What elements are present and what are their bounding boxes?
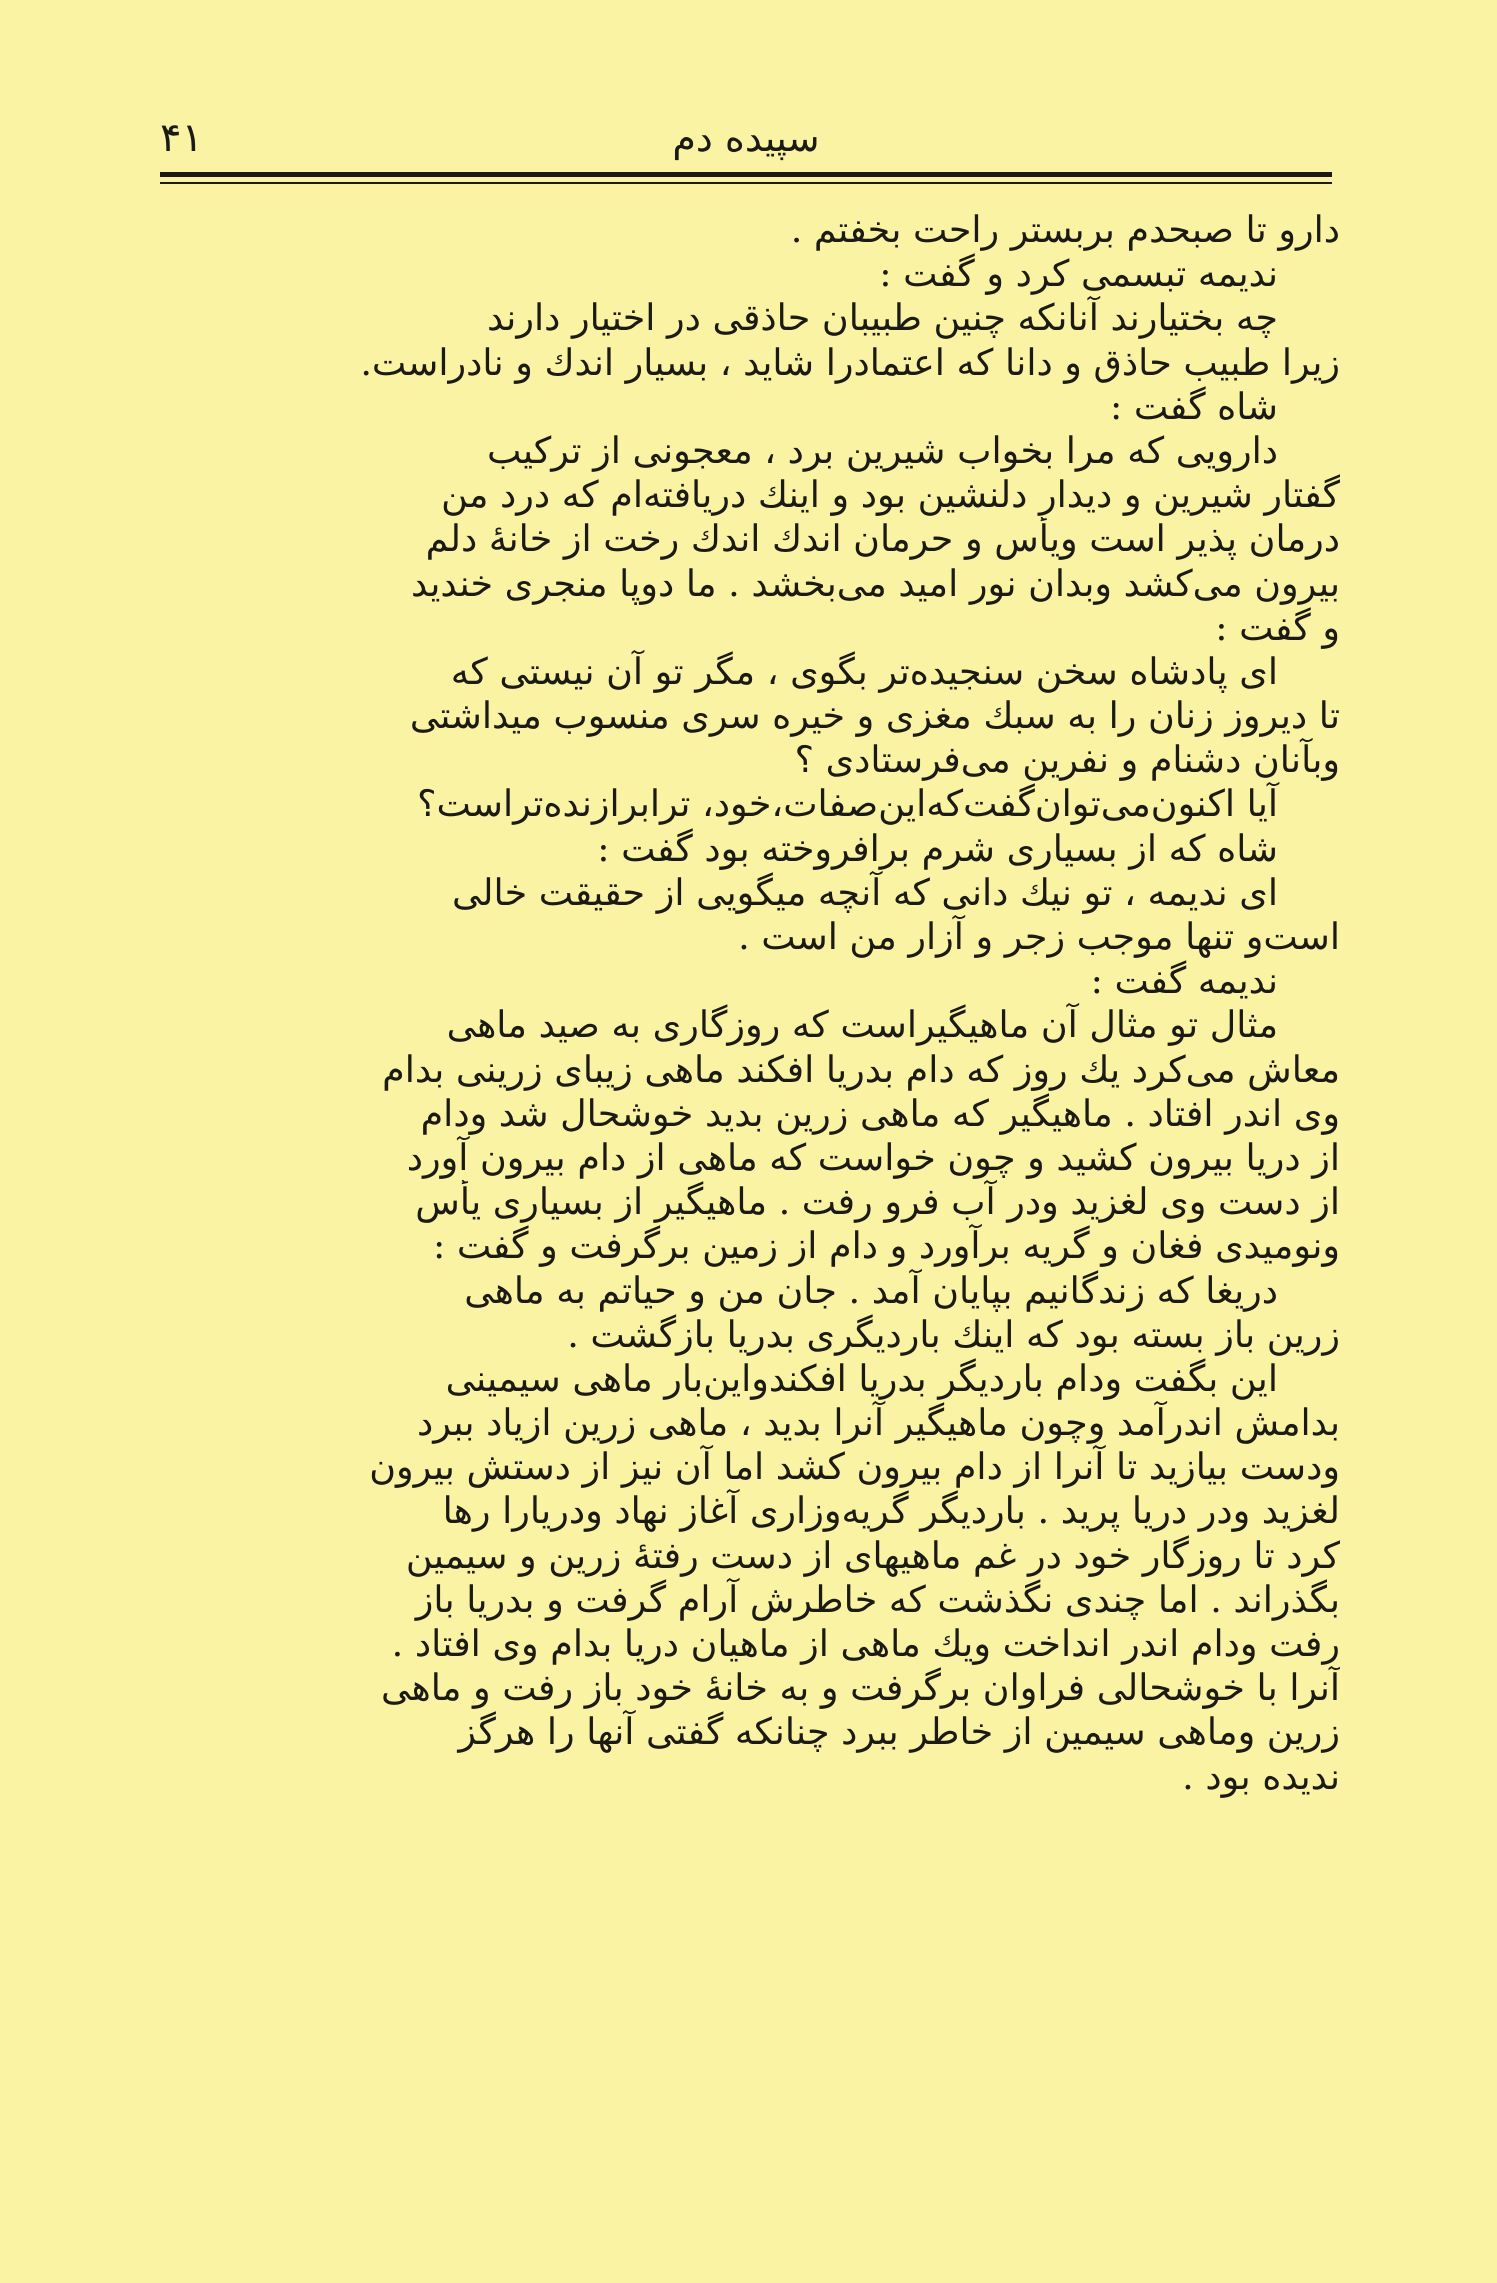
text-line: لغزید ودر دریا پرید . باردیگر گریه‌وزاری آغاز نهاد ودریارا رها — [442, 1489, 1340, 1533]
text-line: مثال تو مثال آن ماهیگیراست که روزگاری به صید ماهی — [446, 1003, 1278, 1047]
text-line: کرد تا روزگار خود در غم ماهیهای از دست رفتهٔ زرین و سیمین — [405, 1533, 1340, 1577]
running-title: سپیده دم — [672, 116, 820, 160]
text-line: دریغا که زندگانیم بپایان آمد . جان من و حیاتم به ماهی — [464, 1268, 1278, 1312]
text-line: بگذراند . اما چندی نگذشت که خاطرش آرام گرفت و بدریا باز — [415, 1577, 1340, 1621]
text-line: ای ندیمه ، تو نیك دانی که آنچه میگویی از حقیقت خالی — [451, 870, 1278, 914]
text-line: رفت ودام اندر انداخت ویك ماهی از ماهیان دریا بدام وی افتاد . — [391, 1622, 1340, 1665]
text-line: وی اندر افتاد . ماهیگیر که ماهی زرین بدید خوشحال شد ودام — [420, 1091, 1340, 1135]
text-line: وبآنان دشنام و نفرین می‌فرستادی ؟ — [794, 738, 1340, 782]
text-line: آیا اکنون‌می‌توان‌گفت‌که‌این‌صفات،خود، ترابرازنده‌تراست؟ — [417, 782, 1278, 826]
text-line: زیرا طبیب حاذق و دانا که اعتمادرا شاید ، بسیار اندك و نادراست. — [360, 340, 1340, 384]
text-line: این بگفت ودام باردیگر بدریا افکندواین‌بار ماهی سیمینی — [445, 1356, 1278, 1400]
text-line: گفتار شیرین و دیدار دلنشین بود و اینك دریافته‌ام که درد من — [441, 473, 1340, 517]
header-rule-thick — [160, 172, 1332, 177]
text-line: بدامش اندرآمد وچون ماهیگیر آنرا بدید ، ماهی زرین ازیاد ببرد — [417, 1401, 1340, 1445]
text-line: از دست وی لغزید ودر آب فرو رفت . ماهیگیر از بسیاری یأس — [415, 1180, 1340, 1224]
text-line: دارویی که مرا بخواب شیرین برد ، معجونی از ترکیب — [487, 428, 1278, 472]
text-line: ودست بیازید تا آنرا از دام بیرون کشد اما آن نیز از دستش بیرون — [369, 1445, 1340, 1489]
text-line: ندیمه گفت : — [1090, 959, 1278, 1003]
text-line: چه بختیارند آنانکه چنین طبیبان حاذقی در اختیار دارند — [487, 296, 1278, 340]
text-line: است‌و تنها موجب زجر و آزار من است . — [738, 915, 1340, 958]
text-line: ونومیدی فغان و گریه برآورد و دام از زمین برگرفت و گفت : — [432, 1224, 1340, 1268]
text-line: معاش می‌کرد یك روز که دام بدریا افکند ماهی زیبای زرینی بدام — [382, 1047, 1340, 1091]
text-line: ای پادشاه سخن سنجیده‌تر بگوی ، مگر تو آن نیستی که — [450, 649, 1278, 693]
text-line: تا دیروز زنان را به سبك مغزی و خیره سری منسوب میداشتی — [409, 694, 1340, 738]
text-line: ندیمه تبسمی کرد و گفت : — [879, 252, 1278, 296]
text-line: ندیده بود . — [1182, 1754, 1340, 1798]
text-line: آنرا با خوشحالی فراوان برگرفت و به خانهٔ خود باز رفت و ماهی — [381, 1666, 1340, 1710]
text-line: دارو تا صبحدم بربستر راحت بخفتم . — [790, 208, 1340, 251]
page-header — [160, 108, 1332, 168]
page-number: ۴۱ — [160, 115, 203, 161]
text-line: از دریا بیرون کشید و چون خواست که ماهی از دام بیرون آورد — [406, 1135, 1340, 1179]
text-line: و گفت : — [1215, 605, 1340, 649]
body-text — [150, 208, 1340, 1799]
text-line: درمان پذیر است ویأس و حرمان اندك اندك رخت از خانهٔ دلم — [425, 517, 1340, 561]
text-line: بیرون می‌کشد وبدان نور امید می‌بخشد . ما دوپا منجری خندید — [411, 561, 1340, 605]
header-rule-thin — [160, 182, 1332, 184]
text-line: زرین باز بسته بود که اینك باردیگری بدریا بازگشت . — [567, 1312, 1340, 1356]
text-line: شاه که از بسیاری شرم برافروخته بود گفت : — [597, 826, 1278, 870]
text-line: زرین وماهی سیمین از خاطر ببرد چنانکه گفتی آنها را هرگز — [458, 1710, 1340, 1754]
text-line: شاه گفت : — [1109, 384, 1278, 428]
